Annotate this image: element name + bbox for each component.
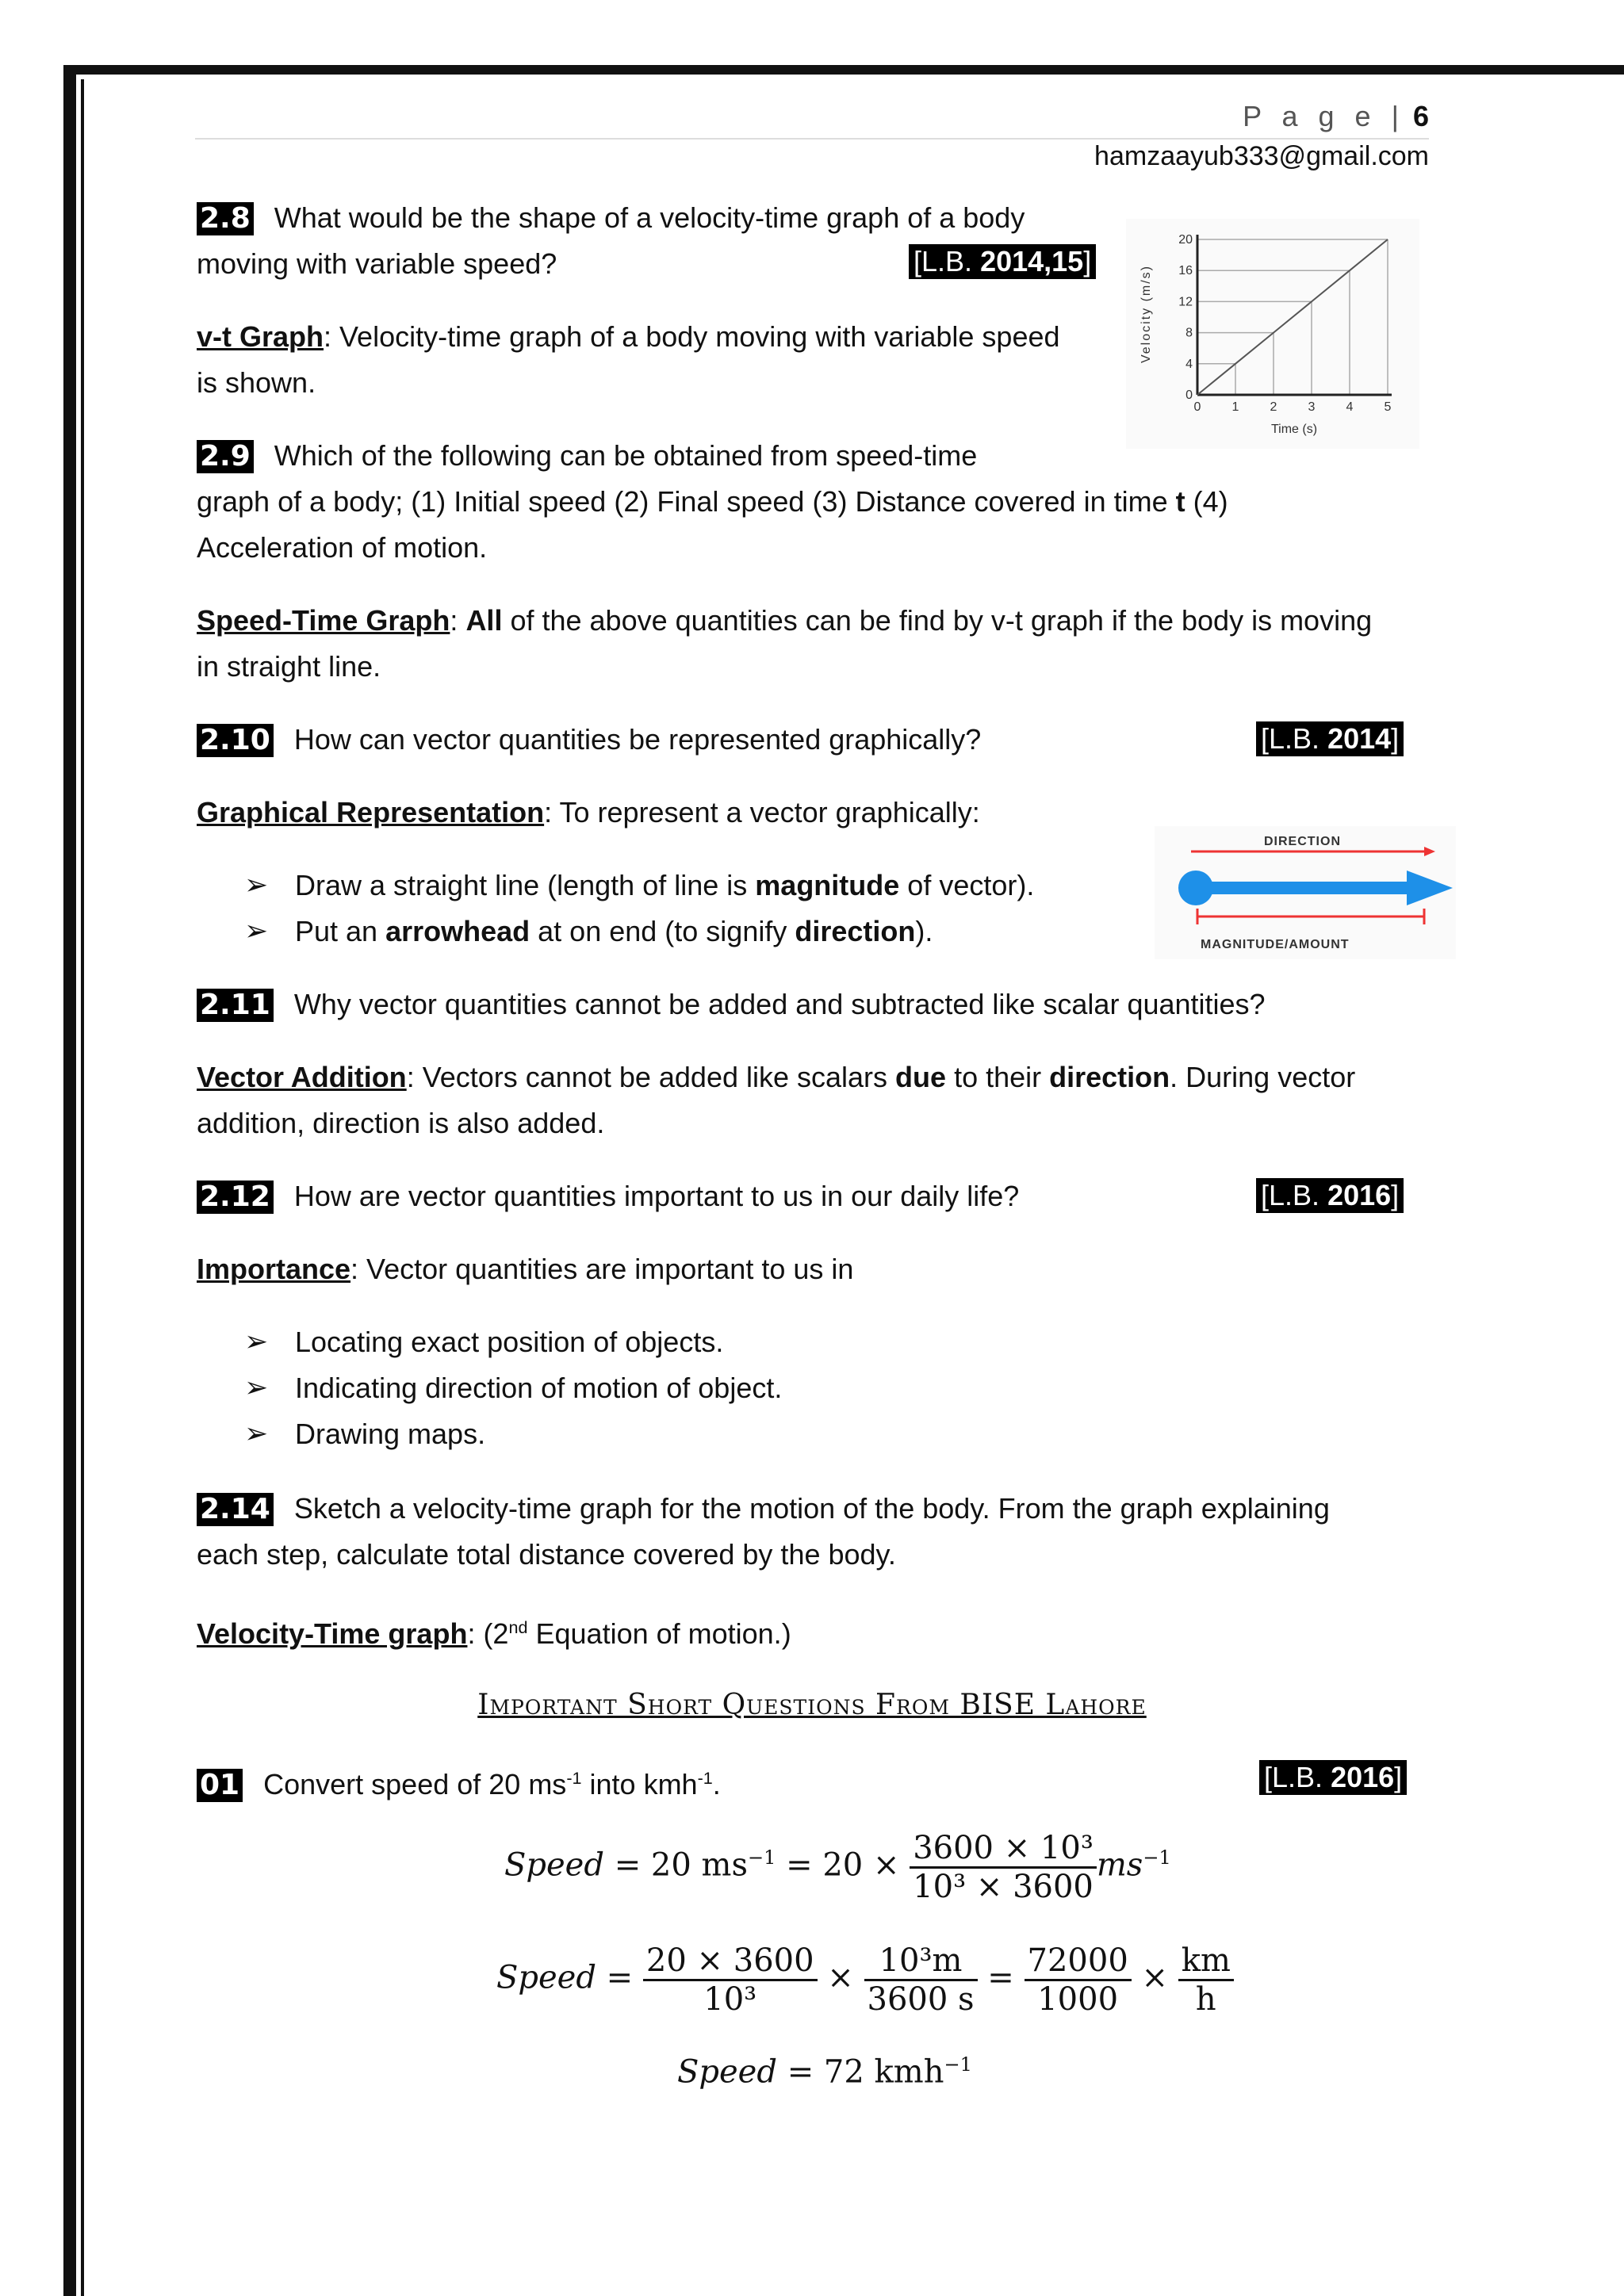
x-axis-label: Time (s) xyxy=(1270,423,1318,436)
bullet-list-2-10 xyxy=(244,863,1034,955)
vector-shaft xyxy=(1196,882,1410,894)
answer-2-10: Graphical Representation: To represent a vector graphically: xyxy=(197,796,980,828)
question-2-12: 2.12 How are vector quantities important to us in our daily life? xyxy=(197,1173,1434,1219)
fraction: $\frac{\text{3600 × 10³}}{\text{10³ × 3600}}$ xyxy=(910,1830,1097,1905)
year-badge: [L.B. 2016] xyxy=(1259,1760,1407,1795)
x-tick-label: 2 xyxy=(1270,400,1277,414)
y-tick-label: 12 xyxy=(1178,295,1193,309)
answer-2-9: Speed-Time Graph: All of the above quantities can be find by v-t graph if the body is moving in straight line. xyxy=(197,604,1373,683)
answer-2-12: Importance: Vector quantities are important to us in xyxy=(197,1253,854,1285)
question-number: 01 xyxy=(197,1769,243,1802)
question-2-8: 2.8 What would be the shape of a velocity-time graph of a body moving with variable speed? xyxy=(197,201,1025,280)
list-item: ➢ Put an arrowhead at on end (to signify direction). xyxy=(244,909,1034,955)
vector-diagram xyxy=(1155,826,1456,959)
list-item: ➢ Locating exact position of objects. xyxy=(244,1319,782,1365)
year-badge: [L.B. 2014] xyxy=(1256,721,1404,756)
fraction: $\frac{\text{10³m}}{3600 s}$ xyxy=(864,1942,978,2018)
arrow-bullet-icon: ➢ xyxy=(244,1326,269,1358)
question-2-11: 2.11 Why vector quantities cannot be added and subtracted like scalar quantities? xyxy=(197,982,1434,1027)
answer-2-14: Velocity-Time graph: (2nd Equation of motion.) xyxy=(197,1617,791,1650)
question-number: 2.8 xyxy=(197,202,254,235)
page-border-left-inner xyxy=(81,79,84,2296)
arrow-bullet-icon: ➢ xyxy=(244,915,269,947)
answer-2-8: v-t Graph: Velocity-time graph of a body moving with variable speed is shown. xyxy=(197,320,1060,399)
y-tick-label: 0 xyxy=(1185,388,1193,402)
equation-1: Speed = 20 $ms^{-1} = 20$ × $\frac{\text{3600 × 10³}}{\text{10³ × 3600}}$ $ms^{-1}$ xyxy=(504,1830,1171,1905)
direction-label: DIRECTION xyxy=(1264,835,1341,848)
arrow-bullet-icon: ➢ xyxy=(244,869,269,901)
question-2-10: 2.10 How can vector quantities be represented graphically? xyxy=(197,717,1434,763)
question-number: 2.10 xyxy=(197,724,274,757)
x-tick-label: 0 xyxy=(1193,400,1201,414)
bullet-list-2-12 xyxy=(244,1319,782,1457)
fraction: $\frac{20 \times 3600}{\text{10³}}$ xyxy=(643,1942,818,2018)
equation-3: Speed = 72 kmh$^{-1}$ xyxy=(677,2053,972,2091)
year-badge: [L.B. 2016] xyxy=(1256,1178,1404,1213)
year-badge: [L.B. 2014,15] xyxy=(909,244,1096,279)
list-item: ➢ Draw a straight line (length of line is magnitude of vector). xyxy=(244,863,1034,909)
question-01: 01 Convert speed of 20 $ms^{-1}$ into kmh$^{-1}$. xyxy=(197,1755,1434,1808)
page-border-left xyxy=(63,65,76,2296)
fraction: $\frac{km}{h}$ xyxy=(1178,1942,1234,2018)
y-tick-label: 8 xyxy=(1185,326,1193,340)
fraction: $\frac{72000}{1000}$ xyxy=(1025,1942,1132,2018)
y-axis-label: Velocity (m/s) xyxy=(1139,264,1153,364)
question-number: 2.12 xyxy=(197,1181,274,1214)
question-number: 2.9 xyxy=(197,440,254,473)
magnitude-label: MAGNITUDE/AMOUNT xyxy=(1201,938,1350,951)
x-tick-label: 3 xyxy=(1308,400,1316,414)
y-tick-label: 20 xyxy=(1178,233,1193,247)
page-border-top xyxy=(63,65,1624,75)
arrow-bullet-icon: ➢ xyxy=(244,1418,269,1450)
header-email: hamzaayub333@gmail.com xyxy=(1094,141,1429,171)
x-tick-label: 5 xyxy=(1384,400,1392,414)
arrow-bullet-icon: ➢ xyxy=(244,1372,269,1404)
velocity-time-chart xyxy=(1126,219,1419,449)
section-heading: Important Short Questions From BISE Lahore xyxy=(477,1689,1147,1721)
x-tick-label: 4 xyxy=(1346,400,1354,414)
y-tick-label: 16 xyxy=(1178,264,1193,278)
y-tick-label: 4 xyxy=(1185,357,1193,371)
x-tick-label: 1 xyxy=(1231,400,1239,414)
header-rule xyxy=(195,138,1429,140)
equation-2: Speed = $\frac{20 \times 3600}{\text{10³}}$ × $\frac{\text{10³m}}{3600 s}$ = $\frac{72000}{1000}$ × $\frac{km}{h}$ xyxy=(496,1942,1234,2018)
question-2-14: 2.14 Sketch a velocity-time graph for the motion of the body. From the graph explaining each step, calculate total distance covered by the body. xyxy=(197,1492,1330,1571)
list-item: ➢ Drawing maps. xyxy=(244,1411,782,1457)
question-2-9: 2.9 Which of the following can be obtained from speed-time graph of a body; (1) Initial speed (2) Final speed (3) Distance covered in time t (4) Acceleration of motion. xyxy=(197,439,1228,564)
question-number: 2.14 xyxy=(197,1493,274,1526)
page-number-label: P a g e | 6 xyxy=(1243,100,1429,132)
list-item: ➢ Indicating direction of motion of object. xyxy=(244,1365,782,1411)
question-number: 2.11 xyxy=(197,989,274,1022)
answer-2-11: Vector Addition: Vectors cannot be added like scalars due to their direction. During vector addition, direction is also added. xyxy=(197,1061,1356,1139)
